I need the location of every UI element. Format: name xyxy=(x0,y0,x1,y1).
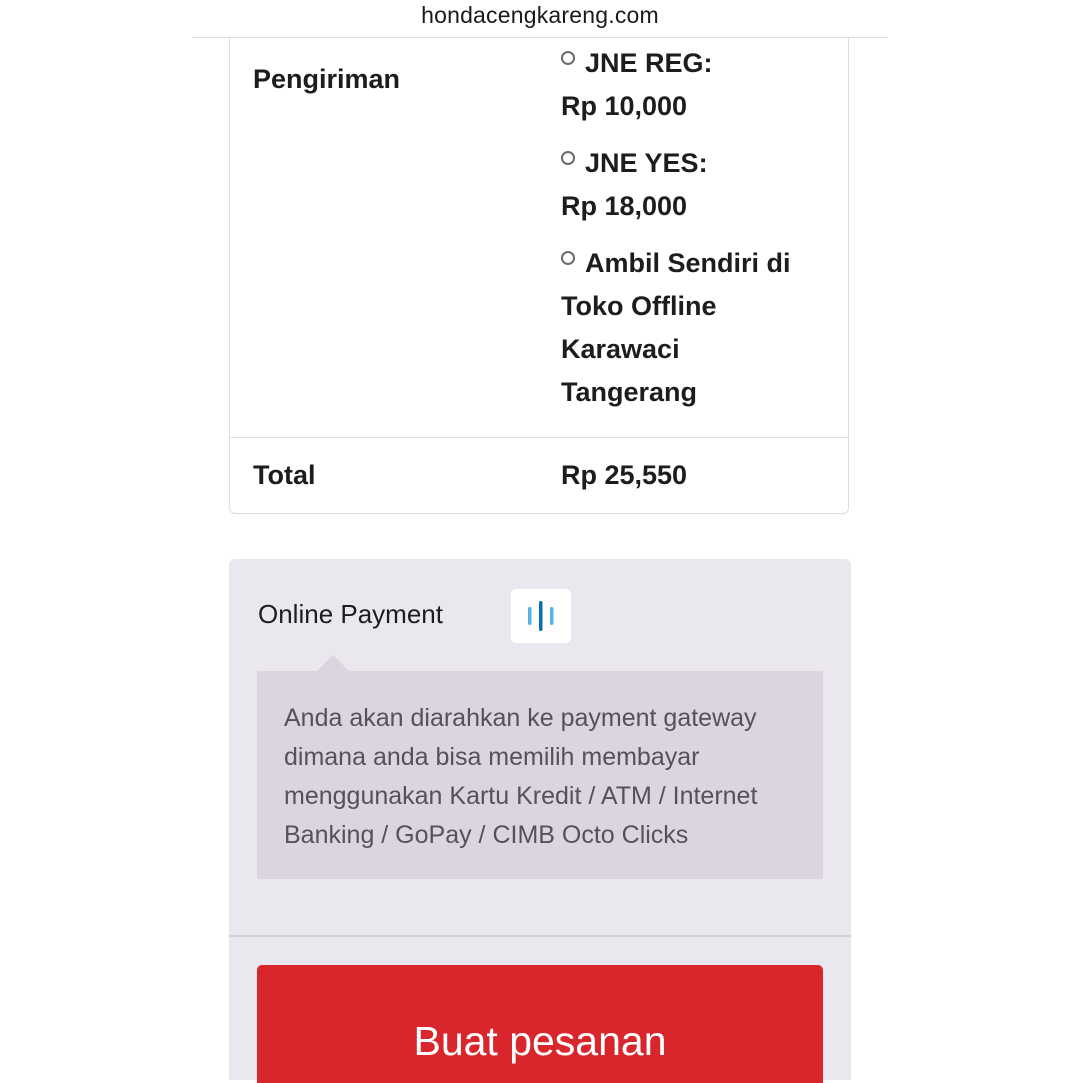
total-value: Rp 25,550 xyxy=(561,460,688,490)
shipping-option-jne-reg[interactable] xyxy=(561,42,831,128)
payment-description-box xyxy=(257,671,823,879)
shipping-label: Pengiriman xyxy=(253,64,401,94)
payment-description: Anda akan diarahkan ke payment gateway dimana anda bisa memilih membayar menggunakan Kartu Kredit / ATM / Internet Banking / GoPay / CIMB Octo Clicks xyxy=(284,704,758,849)
description-pointer xyxy=(317,655,349,671)
shipping-option-name: Ambil Sendiri di xyxy=(585,248,791,278)
shipping-option-pickup[interactable] xyxy=(561,242,831,414)
browser-address-bar[interactable] xyxy=(0,0,1080,38)
order-review-table xyxy=(229,38,849,514)
url-text: hondacengkareng.com xyxy=(421,2,659,28)
shipping-option-price: Rp 10,000 xyxy=(561,91,688,121)
total-label: Total xyxy=(253,460,316,490)
row-divider xyxy=(230,437,848,438)
shipping-option-name: Tangerang xyxy=(561,377,698,407)
radio-button[interactable] xyxy=(561,251,575,265)
radio-button[interactable] xyxy=(561,51,575,65)
shipping-option-price: Rp 18,000 xyxy=(561,191,688,221)
payment-method-online[interactable] xyxy=(258,599,443,639)
radio-button[interactable] xyxy=(561,151,575,165)
shipping-options xyxy=(561,42,831,428)
payment-method-label: Online Payment xyxy=(258,599,443,629)
shipping-option-name: JNE REG: xyxy=(585,48,713,78)
place-order-button[interactable] xyxy=(257,965,823,1083)
shipping-option-name: JNE YES: xyxy=(585,148,708,178)
payment-divider xyxy=(229,935,851,937)
midtrans-logo-icon xyxy=(511,589,571,643)
payment-methods-box xyxy=(229,559,851,1080)
shipping-option-name: Toko Offline xyxy=(561,291,717,321)
shipping-option-name: Karawaci xyxy=(561,334,680,364)
place-order-label: Buat pesanan xyxy=(413,1017,667,1064)
shipping-option-jne-yes[interactable] xyxy=(561,142,831,228)
